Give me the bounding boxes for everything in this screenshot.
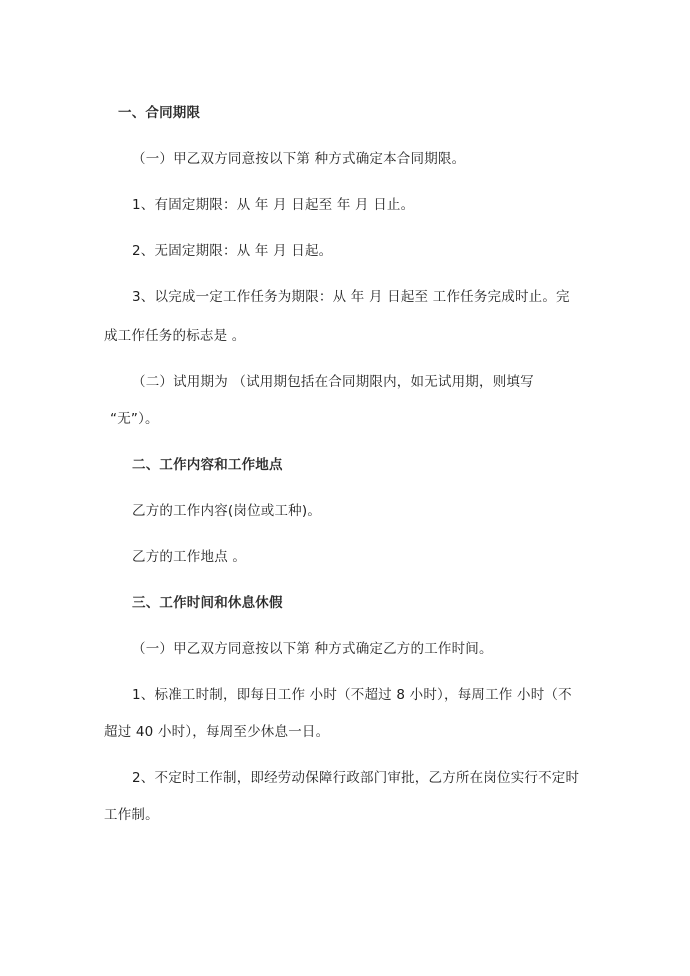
section-heading-work-hours: 三、工作时间和休息休假: [132, 595, 283, 611]
paragraph-flexible-hours-line2: 工作制。: [104, 807, 159, 823]
paragraph-fixed-term: 1、有固定期限：从 年 月 日起至 年 月 日止。: [132, 197, 415, 213]
paragraph-work-location: 乙方的工作地点 。: [132, 549, 247, 565]
paragraph-flexible-hours-line1: 2、不定时工作制，即经劳动保障行政部门审批，乙方所在岗位实行不定时: [132, 770, 580, 786]
paragraph-standard-hours-line1: 1、标准工时制，即每日工作 小时（不超过 8 小时），每周工作 小时（不: [132, 687, 572, 703]
section-heading-work-content: 二、工作内容和工作地点: [132, 457, 283, 473]
paragraph-standard-hours-line2: 超过 40 小时），每周至少休息一日。: [104, 724, 330, 740]
paragraph-task-term-line1: 3、以完成一定工作任务为期限：从 年 月 日起至 工作任务完成时止。完: [132, 289, 570, 305]
paragraph-task-term-line2: 成工作任务的标志是 。: [104, 328, 246, 344]
paragraph-hours-method: （一）甲乙双方同意按以下第 种方式确定乙方的工作时间。: [132, 641, 493, 657]
paragraph-open-term: 2、无固定期限：从 年 月 日起。: [132, 243, 333, 259]
paragraph-work-content: 乙方的工作内容(岗位或工种)。: [132, 503, 322, 519]
paragraph-probation-line1: （二）试用期为 （试用期包括在合同期限内，如无试用期，则填写: [132, 374, 534, 390]
paragraph-term-method: （一）甲乙双方同意按以下第 种方式确定本合同期限。: [132, 151, 466, 167]
paragraph-probation-line2: “无”）。: [110, 411, 159, 427]
section-heading-contract-term: 一、合同期限: [118, 105, 201, 121]
